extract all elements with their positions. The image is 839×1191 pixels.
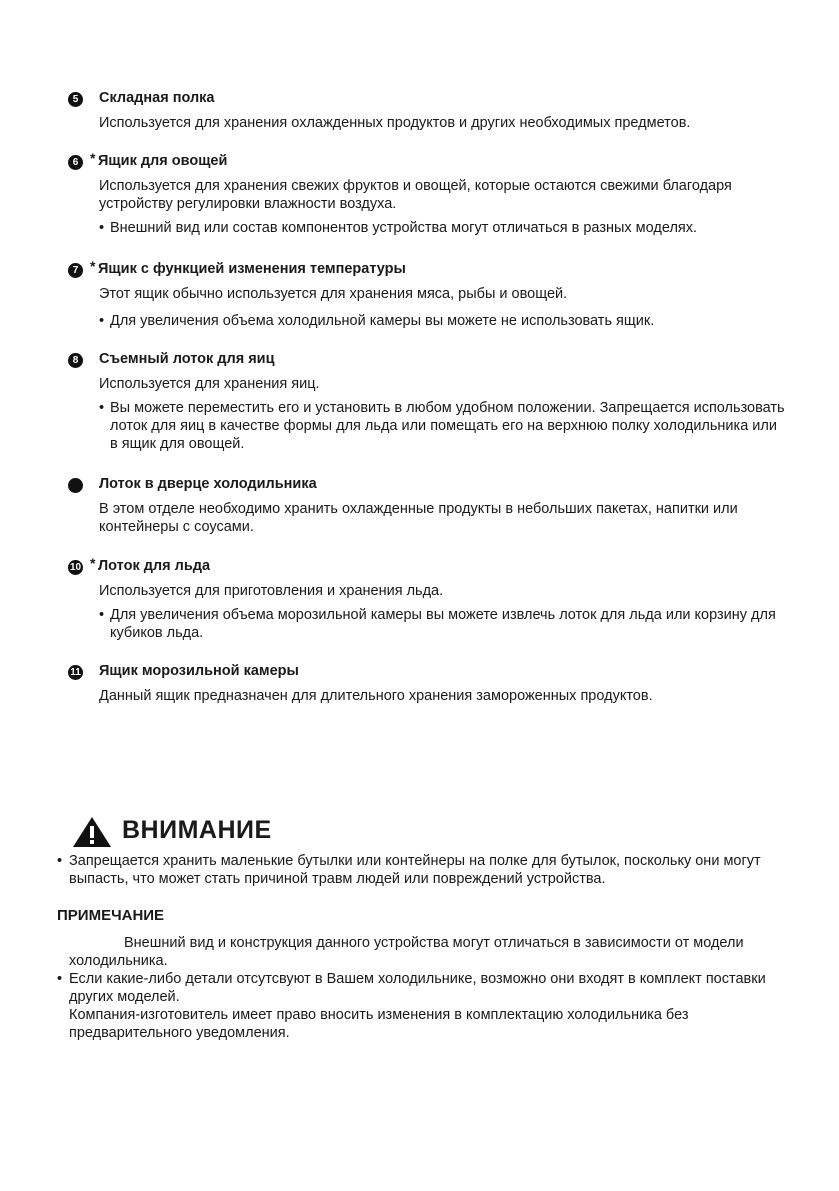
number-badge: 8: [68, 353, 83, 368]
warning-triangle-icon: [72, 816, 112, 848]
note-paragraph: Внешний вид и конструкция данного устройства могут отличаться в зависимости от модели холодильника.: [69, 935, 744, 969]
section-text: Используется для хранения яиц.: [99, 376, 320, 392]
bullet-text: Если какие-либо детали отсутсвуют в Вашем холодильнике, возможно они входят в комплект поставки других моделей.: [69, 971, 766, 1005]
note-body: [57, 934, 792, 1042]
warning-title: ВНИМАНИЕ: [122, 816, 272, 844]
section-text: Этот ящик обычно используется для хранения мяса, рыбы и овощей.: [99, 286, 568, 302]
bullet-dot: •: [99, 607, 105, 623]
bullet-item: [57, 970, 792, 1006]
section-title: Ящик морозильной камеры: [99, 663, 299, 679]
number-badge: 6: [68, 155, 83, 170]
section-text: Используется для хранения свежих фруктов и овощей, которые остаются свежими благодаря устройству регулировки влажности воздуха.: [99, 178, 732, 212]
section-title: Складная полка: [99, 90, 215, 106]
asterisk-mark: *: [90, 258, 96, 274]
bullet-item: [99, 219, 788, 237]
section-text: Данный ящик предназначен для длительного хранения замороженных продуктов.: [99, 688, 653, 704]
section-11: [68, 663, 788, 705]
section-title: Лоток в дверце холодильника: [99, 476, 317, 492]
section-7: [68, 258, 788, 330]
section-text: В этом отделе необходимо хранить охлажденные продукты в небольших пакетах, напитки или контейнеры с соусами.: [99, 501, 738, 535]
warning-text: [57, 852, 792, 888]
section-title: Ящик для овощей: [98, 153, 228, 169]
number-badge: 10: [69, 562, 82, 573]
section-6: [68, 150, 788, 237]
bullet-text: Запрещается хранить маленькие бутылки или контейнеры на полке для бутылок, поскольку они могут выпасть, что может стать причиной травм людей или повреждений устройства.: [69, 853, 761, 887]
section-text: Используется для приготовления и хранения льда.: [99, 583, 444, 599]
bullet-item: [99, 606, 788, 642]
section-title: Лоток для льда: [98, 558, 211, 574]
note-title: ПРИМЕЧАНИЕ: [57, 907, 165, 924]
bullet-text: Для увеличения объема морозильной камеры вы можете извлечь лоток для льда или корзину для кубиков льда.: [110, 607, 776, 641]
section-text: Используется для хранения охлажденных продуктов и других необходимых предметов.: [99, 115, 691, 131]
section-title: Съемный лоток для яиц: [99, 351, 275, 367]
bullet-text: Внешний вид или состав компонентов устройства могут отличаться в разных моделях.: [110, 220, 698, 236]
bullet-item: [57, 852, 792, 888]
section-9: [68, 476, 788, 536]
bullet-dot: •: [99, 400, 105, 416]
bullet-text: Для увеличения объема холодильной камеры вы можете не использовать ящик.: [110, 313, 655, 329]
note-paragraph: Компания-изготовитель имеет право вносить изменения в комплектацию холодильника без предварительного уведомления.: [69, 1007, 689, 1041]
section-8: [68, 351, 788, 453]
bullet-dot: •: [99, 220, 105, 236]
asterisk-mark: *: [90, 150, 96, 166]
bullet-dot: •: [57, 971, 63, 987]
bullet-dot: •: [57, 853, 63, 869]
number-badge: 5: [68, 92, 83, 107]
asterisk-mark: *: [90, 555, 96, 571]
section-10: [68, 555, 788, 642]
number-badge: 11: [68, 665, 83, 680]
bullet-text: Вы можете переместить его и установить в любом удобном положении. Запрещается использовать лоток для яиц в качестве формы для льда или помещать его на верхнюю полку холодильника или в ящик для овощей.: [110, 400, 785, 452]
number-badge: 7: [68, 263, 83, 278]
section-title: Ящик с функцией изменения температуры: [98, 261, 406, 277]
bullet-item: [99, 312, 788, 330]
section-5: [68, 90, 788, 132]
bullet-dot: •: [99, 313, 105, 329]
number-badge: [68, 478, 83, 493]
bullet-item: [99, 399, 788, 453]
